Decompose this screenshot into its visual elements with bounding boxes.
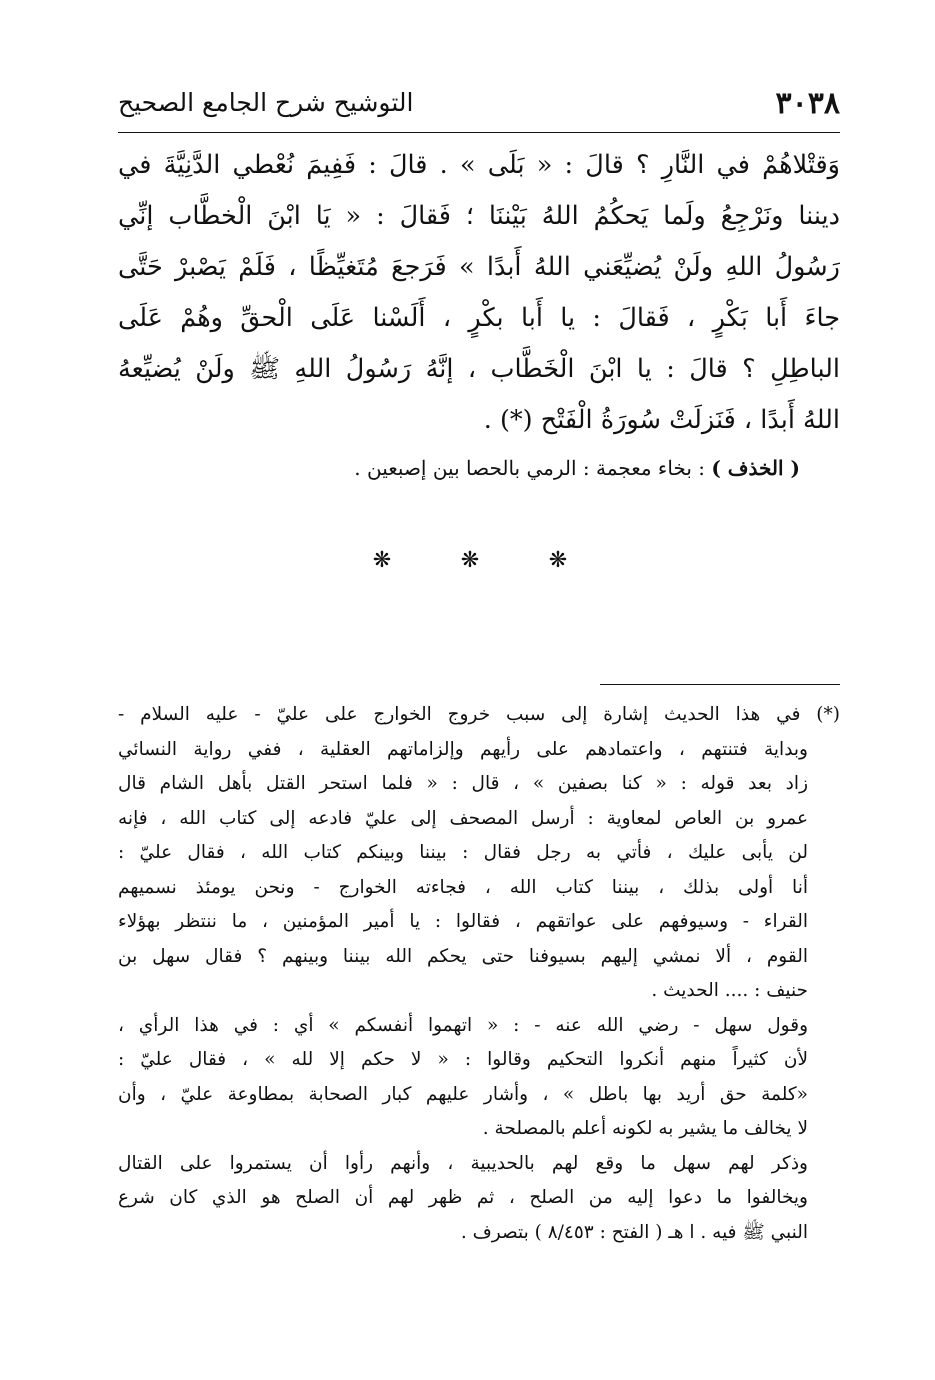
footnote-line: لأن كثيراً منهم أنكروا التحكيم وقالوا : « لا حكم إلا لله » ، فقال عليّ : bbox=[118, 1049, 808, 1070]
footnote-line: القراء - وسيوفهم على عواتقهم ، فقالوا : يا أمير المؤمنين ، ما ننتظر بهؤلاء bbox=[118, 911, 808, 932]
main-text-line: اللهُ أَبدًا ، فَنَزلَتْ سُورَةُ الْفَتْح (*) . bbox=[483, 405, 840, 435]
footnote-line: القوم ، ألا نمشي إليهم بسيوفنا حتى يحكم الله بيننا وبينهم ؟ فقال سهل بن bbox=[118, 945, 808, 967]
word-gloss bbox=[118, 448, 840, 488]
main-text-line: رَسُولُ اللهِ ولَنْ يُضيِّعَني اللهُ أَبدًا » فَرَجعَ مُتَغيِّظًا ، فَلَمْ يَصْبرْ حَتَّى bbox=[118, 252, 840, 282]
running-title: التوشيح شرح الجامع الصحيح bbox=[118, 88, 414, 117]
footnote-line: حنيف : .... الحديث . bbox=[651, 980, 808, 1001]
footnote-line: لا يخالف ما يشير به لكونه أعلم بالمصلحة . bbox=[482, 1118, 808, 1139]
footnote-line: «كلمة حق أريد بها باطل » ، وأشار عليهم كبار الصحابة بمطاوعة عليّ ، وأن bbox=[118, 1083, 808, 1105]
footnote-line: النبي ﷺ فيه . ا هـ ( الفتح : ٨/٤٥٣ ) بتصرف . bbox=[460, 1221, 808, 1243]
star-ornament: ❋ bbox=[372, 548, 392, 573]
footnote bbox=[118, 698, 840, 1250]
main-text bbox=[118, 140, 840, 446]
footnote-line: وقول سهل - رضي الله عنه - : « اتهموا أنفسكم » أي : في هذا الرأي ، bbox=[118, 1014, 808, 1036]
footnote-line: لن يأبى عليك ، فأتي به رجل فقال : بيننا وبينكم كتاب الله ، فقال عليّ : bbox=[118, 842, 808, 863]
main-text-line: وَقتْلاهُمْ في النَّارِ ؟ قالَ : « بَلَى » . قالَ : فَفِيمَ نُعْطي الدَّنِيَّةَ في bbox=[118, 150, 840, 180]
footnote-line: (*) في هذا الحديث إشارة إلى سبب خروج الخوارج على عليّ - عليه السلام - bbox=[118, 704, 840, 725]
gloss-term: ( الخذف ) bbox=[711, 456, 800, 480]
main-text-line: ديننا ونَرْجِعُ ولَما يَحكُمُ اللهُ بَيْننَا ؛ فَقالَ : « يَا ابْنَ الْخطَّاب إنِّي bbox=[118, 201, 840, 231]
footnote-line: زاد بعد قوله : « كنا بصفين » ، قال : « فلما استحر القتل بأهل الشام قال bbox=[118, 773, 808, 794]
section-divider-stars bbox=[370, 548, 570, 578]
footnote-line: أنا أولى بذلك ، بيننا كتاب الله ، فجاءته الخوارج - ونحن يومئذ نسميهم bbox=[118, 876, 808, 898]
footnote-line: عمرو بن العاص لمعاوية : أرسل المصحف إلى عليّ فادعه إلى كتاب الله ، فإنه bbox=[118, 807, 808, 829]
footnote-line: ويخالفوا ما دعوا إليه من الصلح ، ثم ظهر لهم أن الصلح هو الذي كان شرع bbox=[118, 1187, 808, 1208]
star-ornament: ❋ bbox=[548, 548, 568, 573]
gloss-definition: : بخاء معجمة : الرمي بالحصا بين إصبعين . bbox=[354, 456, 705, 480]
star-ornament: ❋ bbox=[460, 548, 480, 573]
header-rule bbox=[118, 132, 840, 133]
footnote-line: وذكر لهم سهل ما وقع لهم بالحديبية ، وأنهم رأوا أن يستمروا على القتال bbox=[118, 1152, 808, 1174]
page-number: ٣٠٣٨ bbox=[775, 86, 840, 121]
page-header bbox=[118, 82, 840, 126]
main-text-line: الباطِلِ ؟ قالَ : يا ابْنَ الْخَطَّاب ، إنَّهُ رَسُولُ اللهِ ﷺ ولَنْ يُضيِّعهُ bbox=[118, 354, 840, 384]
footnote-line: وبداية فتنتهم ، واعتمادهم على رأيهم وإلزاماتهم العقلية ، ففي رواية النسائي bbox=[118, 738, 808, 760]
main-text-line: جاءَ أَبا بَكْرٍ ، فَقالَ : يا أَبا بكْرٍ ، أَلَسْنا عَلَى الْحقِّ وهُمْ عَلَى bbox=[118, 303, 840, 333]
footnote-rule bbox=[600, 684, 840, 685]
